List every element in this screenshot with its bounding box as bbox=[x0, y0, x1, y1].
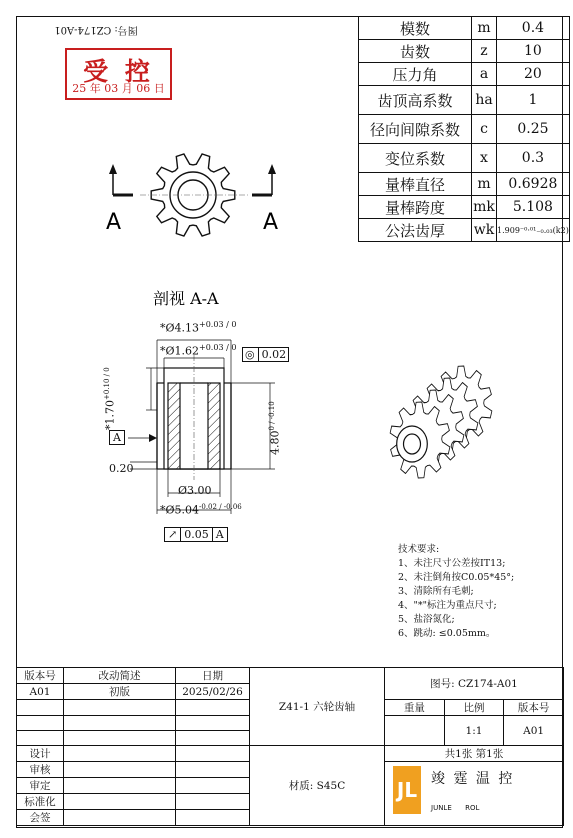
runout-frame: ↗ 0.05 A bbox=[164, 527, 228, 542]
tb-change-header: 改动简述 bbox=[64, 668, 176, 684]
dim-outer-diameter: $*Ø4.13^{+0.03 / 0}$ bbox=[160, 320, 237, 335]
note-item: 6、跳动: ≤0.05mm。 bbox=[398, 628, 496, 639]
param-val: 1 bbox=[497, 86, 570, 115]
param-val: 0.6928 bbox=[497, 173, 570, 196]
section-title: 剖视 A-A bbox=[153, 289, 219, 308]
param-name: 径向间隙系数 bbox=[359, 115, 472, 144]
notes-title: 技术要求: bbox=[398, 544, 440, 555]
gear-isometric-view bbox=[381, 356, 500, 488]
param-sym: x bbox=[472, 144, 497, 173]
tb-role: 审核 bbox=[17, 762, 64, 778]
param-val: 0.4 bbox=[497, 17, 570, 40]
tb-date: 2025/02/26 bbox=[176, 684, 250, 700]
section-letter-left: A bbox=[106, 210, 122, 235]
note-item: 2、未注倒角按C0.05*45°; bbox=[398, 572, 515, 583]
tb-weight-header: 重量 bbox=[385, 700, 445, 716]
param-name: 齿顶高系数 bbox=[359, 86, 472, 115]
note-item: 4、"*"标注为重点尺寸; bbox=[398, 600, 497, 611]
company-logo-icon: JL bbox=[393, 766, 421, 814]
tb-date-header: 日期 bbox=[176, 668, 250, 684]
note-item: 5、盐浴氮化; bbox=[398, 614, 455, 625]
param-sym: z bbox=[472, 40, 497, 63]
tb-part-name: Z41-1 六轮齿轴 bbox=[250, 668, 385, 746]
tb-role: 审定 bbox=[17, 778, 64, 794]
param-val: 0.3 bbox=[497, 144, 570, 173]
param-sym: ha bbox=[472, 86, 497, 115]
company-name-cn: 竣 霆 温 控 bbox=[431, 771, 515, 787]
param-val: 10 bbox=[497, 40, 570, 63]
tb-scale-header: 比例 bbox=[444, 700, 504, 716]
section-mark-left bbox=[113, 172, 133, 195]
param-name: 压力角 bbox=[359, 63, 472, 86]
tb-role: 标准化 bbox=[17, 794, 64, 810]
dim-total-height: $4.80^{0 / -0.10}$ bbox=[268, 401, 282, 455]
param-val: 5.108 bbox=[497, 196, 570, 219]
param-val: 0.25 bbox=[497, 115, 570, 144]
tb-company-logo bbox=[385, 762, 564, 826]
datum-triangle bbox=[149, 434, 157, 442]
section-arrow-right bbox=[268, 164, 276, 174]
concentricity-icon: ◎ bbox=[245, 348, 255, 361]
param-val: 20 bbox=[497, 63, 570, 86]
dim-hole-diameter: Ø3.00 bbox=[178, 484, 212, 497]
param-name: 变位系数 bbox=[359, 144, 472, 173]
param-sym: c bbox=[472, 115, 497, 144]
param-val: 1.909⁻⁰·⁰¹₋₀.₀₃(k2) bbox=[497, 219, 570, 242]
tb-role: 设计 bbox=[17, 746, 64, 762]
title-block bbox=[16, 667, 564, 826]
param-sym: m bbox=[472, 173, 497, 196]
note-item: 1、未注尺寸公差按IT13; bbox=[398, 558, 506, 569]
param-name: 公法齿厚 bbox=[359, 219, 472, 242]
dim-bore-diameter: $*Ø1.62^{+0.03 / 0}$ bbox=[160, 343, 237, 358]
param-name: 模数 bbox=[359, 17, 472, 40]
tb-version: A01 bbox=[17, 684, 64, 700]
tb-ver2-header: 版本号 bbox=[504, 700, 564, 716]
param-sym: a bbox=[472, 63, 497, 86]
tb-role: 会签 bbox=[17, 810, 64, 826]
param-name: 齿数 bbox=[359, 40, 472, 63]
tb-sheets: 共1张 第1张 bbox=[385, 746, 564, 762]
tb-scale: 1:1 bbox=[444, 716, 504, 746]
flipped-drawing-number: 图号: CZ174-A01 bbox=[16, 16, 175, 47]
param-name: 量棒直径 bbox=[359, 173, 472, 196]
section-letter-right: A bbox=[263, 210, 279, 235]
tb-ver2: A01 bbox=[504, 716, 564, 746]
tb-material: 材质: S45C bbox=[250, 746, 385, 826]
stamp-text: 受 控 bbox=[83, 57, 154, 86]
param-sym: m bbox=[472, 17, 497, 40]
param-sym: wk bbox=[472, 219, 497, 242]
concentricity-frame: ◎ 0.02 bbox=[242, 347, 289, 362]
tb-drawing-number: 图号: CZ174-A01 bbox=[385, 668, 564, 700]
note-item: 3、清除所有毛刺; bbox=[398, 586, 474, 597]
section-arrow-left bbox=[109, 164, 117, 174]
dim-hub-height: $*1.70^{+0.10 / 0}$ bbox=[103, 367, 117, 430]
technical-requirements bbox=[398, 543, 514, 641]
company-name-en: JUNLE ROL bbox=[431, 804, 480, 812]
gear-iso-bore bbox=[404, 434, 421, 454]
section-mark-right bbox=[252, 172, 272, 195]
param-name: 量棒跨度 bbox=[359, 196, 472, 219]
tb-change: 初版 bbox=[64, 684, 176, 700]
runout-icon: ↗ bbox=[168, 528, 178, 541]
stamp-date: 25 年 03 月 06 日 bbox=[72, 82, 165, 95]
datum-label: A bbox=[109, 430, 125, 445]
dim-hub-diameter: $*Ø5.04^{-0.02 / -0.06}$ bbox=[160, 503, 242, 517]
tb-version-header: 版本号 bbox=[17, 668, 64, 684]
param-sym: mk bbox=[472, 196, 497, 219]
dim-chamfer: 0.20 bbox=[109, 462, 134, 475]
